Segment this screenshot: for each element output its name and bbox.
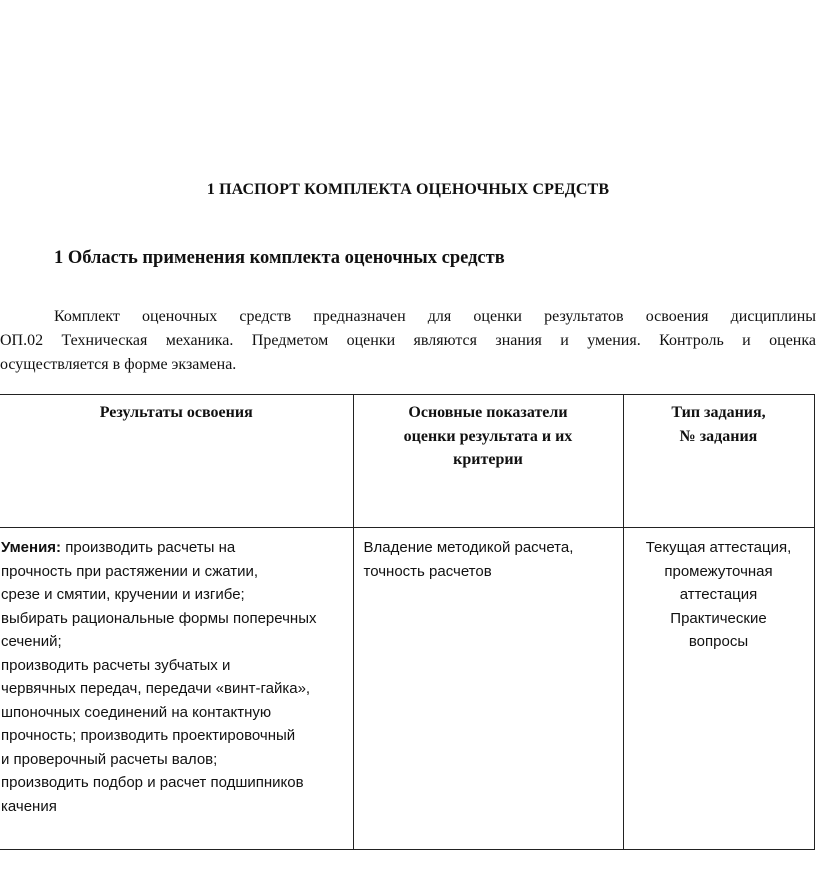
- skills-text: прочность при растяжении и сжатии,: [1, 562, 259, 580]
- task-text: Практические: [670, 609, 767, 627]
- skills-text: сечений;: [1, 633, 62, 650]
- skills-text: и проверочный расчеты валов;: [1, 750, 218, 768]
- table-row: [0, 528, 814, 850]
- intro-line: Комплект оценочных средств предназначен для оценки результатов освоения дисциплины: [54, 308, 816, 325]
- header-task-type: Тип задания, № задания: [623, 395, 814, 528]
- intro-line: ОП.02 Техническая механика. Предметом оценки являются знания и умения. Контроль и оценка: [0, 332, 816, 349]
- header-results: Результаты освоения: [0, 395, 353, 528]
- assessment-table: [0, 394, 815, 850]
- skills-label: Умения:: [1, 539, 62, 556]
- task-text: Текущая аттестация,: [645, 539, 792, 556]
- table-header-row: [0, 395, 814, 528]
- skills-text: производить подбор и расчет подшипников: [1, 774, 304, 791]
- task-text: вопросы: [688, 633, 749, 650]
- task-text: промежуточная: [664, 562, 773, 580]
- skills-text: червячных передач, передачи «винт-гайка»,: [1, 680, 311, 697]
- skills-text: выбирать рациональные формы поперечных: [1, 609, 317, 627]
- intro-line: осуществляется в форме экзамена.: [0, 356, 237, 373]
- skills-cell: [0, 528, 353, 850]
- skills-text: производить расчеты зубчатых и: [1, 656, 231, 674]
- skills-text: срезе и смятии, кручении и изгибе;: [1, 586, 245, 603]
- skills-text: производить расчеты на: [61, 539, 236, 556]
- skills-text: шпоночных соединений на контактную: [1, 703, 272, 721]
- skills-text: прочность; производить проектировочный: [1, 727, 296, 744]
- page-title: 1 ПАСПОРТ КОМПЛЕКТА ОЦЕНОЧНЫХ СРЕДСТВ: [206, 181, 610, 198]
- section-heading: 1 Область применения комплекта оценочных средств: [54, 248, 505, 268]
- indicator-text: Владение методикой расчета,: [363, 539, 574, 556]
- skills-text: качения: [1, 797, 57, 815]
- intro-paragraph: [0, 305, 816, 377]
- task-type-cell: [623, 528, 814, 850]
- header-indicators: Основные показатели оценки результата и их критерии: [353, 395, 623, 528]
- indicator-text: точность расчетов: [363, 562, 492, 580]
- indicator-cell: [353, 528, 623, 850]
- task-text: аттестация: [679, 586, 758, 603]
